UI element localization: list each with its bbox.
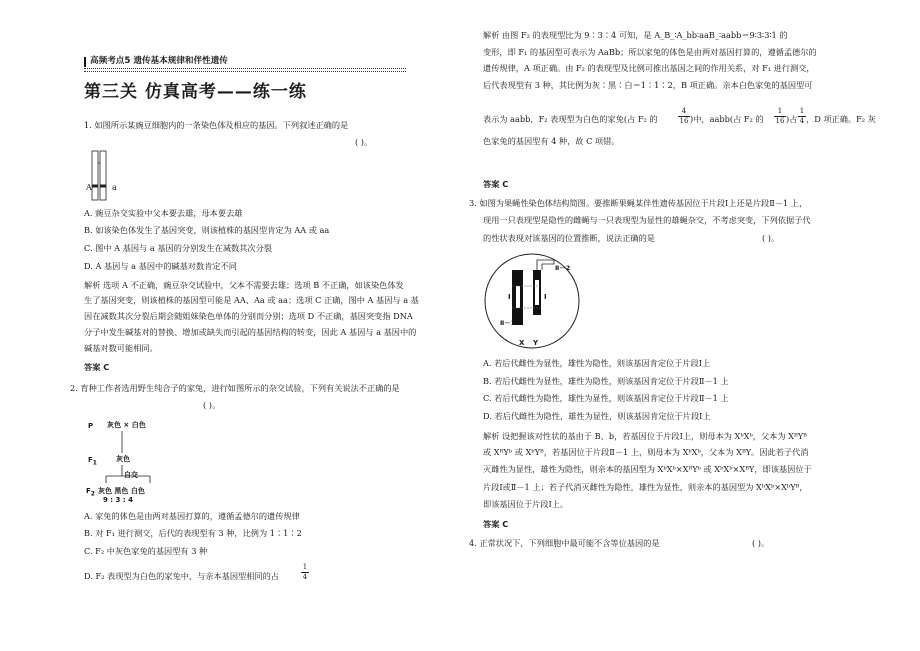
- frac-1-4-num: 1: [799, 107, 805, 115]
- frac-4-16-den: 16: [679, 117, 689, 125]
- q2-explanation-1: 解析 由图 F₂ 的表现型比为 9∶3∶4 可知，是 A_B_∶A_bb∶aaB_∶aabb＝9∶3∶3∶1 的: [483, 30, 788, 40]
- q2-explanation-5a: 表示为 aabb，F₂ 表现型为白色的家兔(占 F₂ 的: [483, 114, 658, 124]
- q3-option-c: C. 若后代雌性为隐性，雄性为显性，则该基因肯定位于片段Ⅱ－1 上: [483, 393, 729, 403]
- cross-f1-letter: F: [88, 456, 93, 464]
- frac-4-16-num: 4: [678, 107, 690, 117]
- y-chromosome-label: Y: [533, 339, 539, 347]
- chromosome-figure: [84, 149, 134, 203]
- q3-blank: ( )。: [762, 233, 780, 243]
- header-dotted-bar: [84, 68, 406, 72]
- q1-stem: 1. 如图所示某豌豆细胞内的一条染色体及相应的基因。下列叙述正确的是: [84, 120, 349, 130]
- q3-explanation-3: 灭雌性为显性，雄性为隐性，则亲本的基因型为 XᵇXᵇ×XᴮYᵇ 或 XᵇXᵇ×XᴮY，即该基因位于: [483, 464, 812, 474]
- q1-explanation-5: 碱基对数可能相同。: [84, 343, 158, 353]
- q1-answer: 答案 C: [84, 362, 110, 372]
- frac-4-16: [678, 107, 690, 126]
- cross-f2-values: 灰色 黑色 白色: [98, 487, 145, 495]
- gene-A-label: A: [86, 182, 92, 192]
- cross-f1-label: F1: [88, 456, 97, 467]
- q2-explanation-6: 色家兔的基因型有 4 种，故 C 项错。: [483, 136, 620, 146]
- q4-blank: ( )。: [752, 538, 770, 548]
- q4-stem: 4. 正常状况下，下列细胞中最可能不含等位基因的是: [469, 538, 660, 548]
- header-mark: [84, 57, 86, 67]
- q2-blank: ( )。: [203, 400, 221, 410]
- frac-1-4-den: 4: [799, 117, 805, 125]
- frac-1-4: [798, 107, 806, 126]
- q2-explanation-5d: ，D 项正确。F₂ 灰: [806, 114, 876, 124]
- q1-option-b: B. 如该染色体发生了基因突变，则该植株的基因型肯定为 AA 或 aa: [84, 225, 330, 235]
- q2-option-a: A. 家兔的体色是由两对基因打算的，遵循孟德尔的遗传规律: [84, 511, 300, 521]
- q2-option-d: D. F₂ 表现型为白色的家兔中，与亲本基因型相同的占: [84, 571, 279, 581]
- q2-option-b: B. 对 F₁ 进行测交，后代的表现型有 3 种，比例为 1∶1∶2: [84, 528, 302, 538]
- q2-fraction: [301, 563, 309, 582]
- q3-explanation-2: 或 XᴮYᵇ 或 XᵇYᴮ，若基因位于片段Ⅱ－1 上，则母本为 XᵇXᵇ，父本为 XᴮY。因此若子代消: [483, 447, 809, 457]
- q2-explanation-2: 变形，即 F₁ 的基因型可表示为 AaBb；所以家兔的体色是由两对基因打算的，遵循孟德尔的: [483, 47, 817, 57]
- q2-stem: 2. 育种工作者选用野生纯合子的家兔，进行如图所示的杂交试验，下列有关说法不正确的是: [70, 383, 400, 393]
- q3-option-d: D. 若后代雌性为隐性，雄性为显性，则该基因肯定位于片段Ⅰ上: [483, 411, 711, 421]
- q3-option-b: B. 若后代雌性为显性，雄性为隐性，则该基因肯定位于片段Ⅱ－1 上: [483, 376, 729, 386]
- x-chromosome-label: X: [519, 339, 525, 347]
- q1-option-d: D. A 基因与 a 基因中的碱基对数肯定不同: [84, 261, 237, 271]
- q2-fraction-denominator: 4: [302, 573, 308, 581]
- q3-explanation-1: 解析 设把握该对性状的基由于 B、b，若基因位于片段Ⅰ上，则母本为 XᵇXᵇ，父本为 XᴮYᴮ: [483, 431, 807, 441]
- gene-a-label: a: [112, 182, 117, 192]
- header-tag: 高频考点5 遗传基本规律和伴性遗传: [90, 56, 228, 66]
- segment-i-label-x: Ⅰ: [508, 293, 511, 301]
- q3-explanation-4: 片段Ⅰ或Ⅱ－1 上；若子代消灭雌性为隐性，雄性为显性，则亲本的基因型为 XᵇXᵇ×XᵇYᴮ，: [483, 482, 808, 492]
- frac-1-16-den: 16: [775, 117, 785, 125]
- q1-explanation-4: 分子中发生碱基对的替换、增加或缺失而引起的基因结构的转变，因此 A 基因与 a 基因中的: [84, 327, 417, 337]
- q3-stem-3: 的性状表现对该基因的位置推断，说法正确的是: [483, 233, 655, 243]
- q2-option-c: C. F₂ 中灰色家兔的基因型有 3 种: [84, 546, 208, 556]
- cross-f2-label: F2: [86, 487, 95, 498]
- segment-ii1-label: Ⅱ－1: [500, 319, 516, 327]
- cross-f2-letter: F: [86, 487, 91, 495]
- cross-parents: 灰色 × 白色: [107, 421, 146, 429]
- segment-ii2-label: Ⅱ－2: [555, 264, 571, 272]
- cross-ratio: 9 : 3 : 4: [103, 496, 133, 504]
- frac-1-16: [774, 107, 786, 126]
- cross-p-label: P: [88, 422, 94, 430]
- q3-option-a: A. 若后代雌性为显性，雄性为隐性，则该基因肯定位于片段Ⅰ上: [483, 358, 711, 368]
- q1-explanation-3: 因在减数其次分裂后期会随姐妹染色单体的分别而分别；选项 D 不正确，基因突变指 DNA: [84, 311, 413, 321]
- section-header: [84, 55, 406, 71]
- q1-option-c: C. 图中 A 基因与 a 基因的分别发生在减数其次分裂: [84, 243, 272, 253]
- q3-stem-2: 现用一只表现型是隐性的雌蝇与一只表现型为显性的雄蝇杂交，不考虑突变，下列依据子代: [483, 215, 811, 225]
- q2-fraction-numerator: 1: [302, 563, 308, 571]
- q2-answer: 答案 C: [483, 179, 509, 189]
- cross-self: 自交: [124, 471, 138, 479]
- q2-explanation-4: 后代表现型有 3 种，其比例为灰∶黑∶白＝1∶1∶2，B 项正确。亲本白色家兔的基因型可: [483, 80, 813, 90]
- q3-stem-1: 3. 如图为果蝇性染色体结构简图。要推断果蝇某伴性遗传基因位于片段Ⅰ上还是片段Ⅱ－1 上，: [469, 198, 808, 208]
- q3-answer: 答案 C: [483, 519, 509, 529]
- q3-explanation-5: 即该基因位于片段Ⅰ上。: [483, 499, 569, 509]
- q2-explanation-5b: )中，aabb(占 F₂ 的: [690, 114, 764, 124]
- q2-explanation-5c: )占: [786, 114, 798, 124]
- q1-explanation-1: 解析 选项 A 不正确，豌豆杂交试验中，父本不需要去雄；选项 B 不正确，如该染色体发: [84, 280, 404, 290]
- q2-explanation-3: 遗传规律，A 项正确。由 F₂ 的表现型及比例可推出基因之间的作用关系，对 F₁ 进行测交，: [483, 63, 815, 73]
- cross-f1-value: 灰色: [116, 455, 130, 463]
- page-title: 第三关 仿真高考——练一练: [84, 82, 307, 102]
- q1-option-a: A. 豌豆杂交实验中父本要去雄，母本要去雄: [84, 208, 243, 218]
- q1-blank: ( )。: [355, 137, 373, 147]
- segment-i-label-y: Ⅰ: [544, 293, 547, 301]
- frac-1-16-num: 1: [774, 107, 786, 117]
- q1-explanation-2: 生了基因突变，则该植株的基因型可能是 AA、Aa 或 aa；选项 C 正确，图中 A 基因与 a 基: [84, 295, 419, 305]
